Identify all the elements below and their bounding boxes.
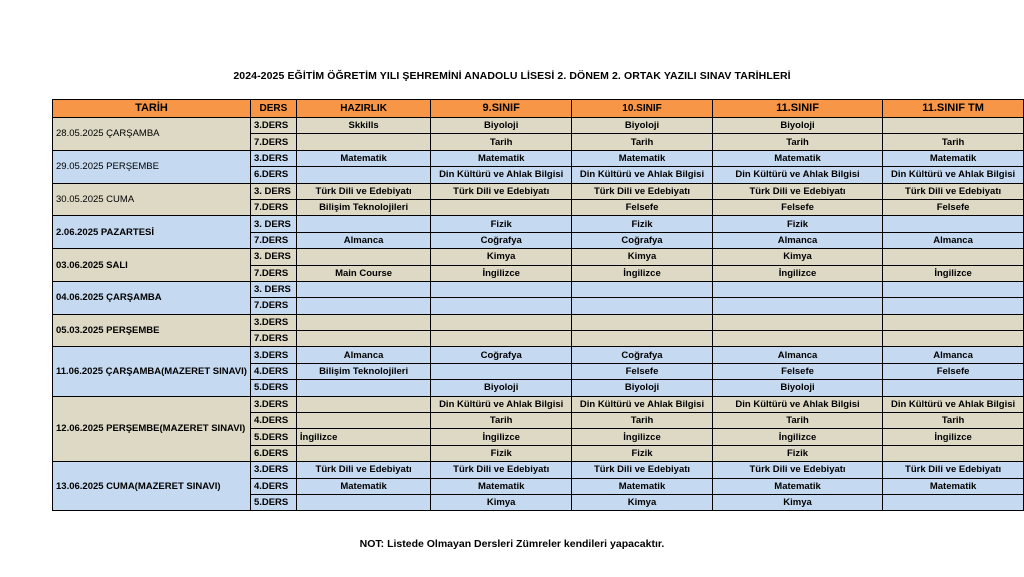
subject-cell [883, 298, 1024, 314]
subject-cell: İngilizce [572, 429, 713, 445]
lesson-period-cell: 3. DERS [250, 281, 296, 297]
subject-cell [296, 281, 430, 297]
subject-cell [883, 281, 1024, 297]
date-cell: 04.06.2025 ÇARŞAMBA [53, 281, 251, 314]
subject-cell [296, 494, 430, 510]
subject-cell: Matematik [296, 150, 430, 166]
lesson-period-cell: 3.DERS [250, 347, 296, 363]
subject-cell: İngilizce [883, 265, 1024, 281]
date-cell: 29.05.2025 PERŞEMBE [53, 150, 251, 183]
subject-cell [883, 331, 1024, 347]
subject-cell: Bilişim Teknolojileri [296, 363, 430, 379]
date-cell: 13.06.2025 CUMA(MAZERET SINAVI) [53, 462, 251, 511]
subject-cell: Kimya [572, 249, 713, 265]
subject-cell [572, 314, 713, 330]
lesson-period-cell: 7.DERS [250, 134, 296, 150]
subject-cell: Tarih [431, 134, 572, 150]
subject-cell: Türk Dili ve Edebiyatı [572, 183, 713, 199]
subject-cell [712, 298, 882, 314]
lesson-period-cell: 7.DERS [250, 331, 296, 347]
subject-cell: Matematik [712, 478, 882, 494]
subject-cell [296, 134, 430, 150]
subject-cell: Din Kültürü ve Ahlak Bilgisi [572, 167, 713, 183]
lesson-period-cell: 7.DERS [250, 265, 296, 281]
table-row [53, 216, 1024, 232]
subject-cell [572, 331, 713, 347]
subject-cell: İngilizce [572, 265, 713, 281]
header-10-sinif: 10.SINIF [572, 100, 713, 118]
table-row [53, 150, 1024, 166]
subject-cell: Türk Dili ve Edebiyatı [883, 462, 1024, 478]
header-9-sinif: 9.SINIF [431, 100, 572, 118]
subject-cell: Matematik [883, 478, 1024, 494]
subject-cell: Felsefe [572, 363, 713, 379]
subject-cell: Fizik [431, 216, 572, 232]
date-cell: 11.06.2025 ÇARŞAMBA(MAZERET SINAVI) [53, 347, 251, 396]
date-cell: 28.05.2025 ÇARŞAMBA [53, 118, 251, 151]
table-row [53, 462, 1024, 478]
subject-cell: Almanca [883, 347, 1024, 363]
subject-cell: Coğrafya [431, 232, 572, 248]
subject-cell [883, 118, 1024, 134]
table-row [53, 118, 1024, 134]
subject-cell: İngilizce [712, 265, 882, 281]
subject-cell: Biyoloji [431, 118, 572, 134]
subject-cell: Biyoloji [431, 380, 572, 396]
subject-cell: Main Course [296, 265, 430, 281]
lesson-period-cell: 6.DERS [250, 167, 296, 183]
subject-cell: Felsefe [572, 199, 713, 215]
subject-cell: Tarih [572, 134, 713, 150]
lesson-period-cell: 3.DERS [250, 118, 296, 134]
subject-cell: Coğrafya [431, 347, 572, 363]
subject-cell [431, 298, 572, 314]
subject-cell: Kimya [712, 249, 882, 265]
date-cell: 30.05.2025 CUMA [53, 183, 251, 216]
date-cell: 05.03.2025 PERŞEMBE [53, 314, 251, 347]
lesson-period-cell: 7.DERS [250, 232, 296, 248]
subject-cell: Tarih [883, 413, 1024, 429]
subject-cell: Coğrafya [572, 232, 713, 248]
date-cell: 2.06.2025 PAZARTESİ [53, 216, 251, 249]
subject-cell: Almanca [883, 232, 1024, 248]
subject-cell [572, 281, 713, 297]
lesson-period-cell: 3.DERS [250, 150, 296, 166]
subject-cell: Din Kültürü ve Ahlak Bilgisi [712, 396, 882, 412]
subject-cell: Din Kültürü ve Ahlak Bilgisi [431, 167, 572, 183]
lesson-period-cell: 4.DERS [250, 413, 296, 429]
lesson-period-cell: 3. DERS [250, 249, 296, 265]
subject-cell [712, 314, 882, 330]
subject-cell [883, 216, 1024, 232]
subject-cell: Türk Dili ve Edebiyatı [296, 462, 430, 478]
subject-cell: Tarih [431, 413, 572, 429]
subject-cell [296, 216, 430, 232]
subject-cell [572, 298, 713, 314]
lesson-period-cell: 4.DERS [250, 478, 296, 494]
subject-cell: Matematik [572, 150, 713, 166]
header-row [53, 100, 1024, 118]
subject-cell: Matematik [572, 478, 713, 494]
subject-cell: Kimya [431, 249, 572, 265]
header-ders: DERS [250, 100, 296, 118]
header-tarih: TARİH [53, 100, 251, 118]
subject-cell: Matematik [296, 478, 430, 494]
subject-cell [296, 167, 430, 183]
exam-schedule-table [52, 99, 1024, 511]
subject-cell: Matematik [431, 150, 572, 166]
header-11-sinif: 11.SINIF [712, 100, 882, 118]
subject-cell [883, 494, 1024, 510]
table-row [53, 347, 1024, 363]
table-row [53, 249, 1024, 265]
subject-cell: Fizik [712, 445, 882, 461]
lesson-period-cell: 6.DERS [250, 445, 296, 461]
subject-cell [296, 380, 430, 396]
subject-cell: Kimya [431, 494, 572, 510]
subject-cell: Matematik [883, 150, 1024, 166]
lesson-period-cell: 5.DERS [250, 380, 296, 396]
subject-cell: İngilizce [296, 429, 430, 445]
subject-cell: Coğrafya [572, 347, 713, 363]
subject-cell: Din Kültürü ve Ahlak Bilgisi [712, 167, 882, 183]
subject-cell: Almanca [296, 232, 430, 248]
subject-cell: Din Kültürü ve Ahlak Bilgisi [883, 167, 1024, 183]
subject-cell: Biyoloji [572, 118, 713, 134]
subject-cell: Türk Dili ve Edebiyatı [431, 183, 572, 199]
subject-cell [296, 396, 430, 412]
subject-cell: Biyoloji [712, 380, 882, 396]
header-11-sinif-tm: 11.SINIF TM [883, 100, 1024, 118]
subject-cell: Fizik [431, 445, 572, 461]
subject-cell [712, 331, 882, 347]
subject-cell: Türk Dili ve Edebiyatı [712, 183, 882, 199]
subject-cell: Türk Dili ve Edebiyatı [296, 183, 430, 199]
subject-cell: Fizik [572, 216, 713, 232]
footer-note: NOT: Listede Olmayan Dersleri Zümreler kendileri yapacaktır. [359, 538, 665, 550]
subject-cell: Türk Dili ve Edebiyatı [431, 462, 572, 478]
subject-cell [431, 199, 572, 215]
subject-cell [883, 445, 1024, 461]
subject-cell: İngilizce [883, 429, 1024, 445]
lesson-period-cell: 3. DERS [250, 216, 296, 232]
subject-cell [296, 249, 430, 265]
subject-cell [883, 380, 1024, 396]
subject-cell: Felsefe [712, 199, 882, 215]
subject-cell [431, 314, 572, 330]
subject-cell: Kimya [572, 494, 713, 510]
table-row [53, 281, 1024, 297]
lesson-period-cell: 7.DERS [250, 199, 296, 215]
lesson-period-cell: 5.DERS [250, 494, 296, 510]
lesson-period-cell: 4.DERS [250, 363, 296, 379]
date-cell: 12.06.2025 PERŞEMBE(MAZERET SINAVI) [53, 396, 251, 462]
subject-cell: Türk Dili ve Edebiyatı [883, 183, 1024, 199]
subject-cell: Matematik [712, 150, 882, 166]
subject-cell: Tarih [572, 413, 713, 429]
subject-cell [296, 298, 430, 314]
subject-cell [431, 363, 572, 379]
subject-cell: Almanca [296, 347, 430, 363]
lesson-period-cell: 5.DERS [250, 429, 296, 445]
subject-cell: Din Kültürü ve Ahlak Bilgisi [883, 396, 1024, 412]
subject-cell: Türk Dili ve Edebiyatı [572, 462, 713, 478]
subject-cell: Almanca [712, 347, 882, 363]
subject-cell: Fizik [572, 445, 713, 461]
subject-cell [296, 413, 430, 429]
subject-cell [296, 331, 430, 347]
subject-cell: Matematik [431, 478, 572, 494]
table-row [53, 183, 1024, 199]
lesson-period-cell: 3.DERS [250, 462, 296, 478]
document-title: 2024-2025 EĞİTİM ÖĞRETİM YILI ŞEHREMİNİ ANADOLU LİSESİ 2. DÖNEM 2. ORTAK YAZILI SINAV TARİHLERİ [233, 70, 791, 82]
subject-cell: Almanca [712, 232, 882, 248]
subject-cell: Tarih [712, 134, 882, 150]
subject-cell: Biyoloji [572, 380, 713, 396]
table-row [53, 314, 1024, 330]
subject-cell [883, 249, 1024, 265]
subject-cell: Din Kültürü ve Ahlak Bilgisi [572, 396, 713, 412]
subject-cell: Türk Dili ve Edebiyatı [712, 462, 882, 478]
subject-cell: İngilizce [431, 429, 572, 445]
lesson-period-cell: 7.DERS [250, 298, 296, 314]
date-cell: 03.06.2025 SALI [53, 249, 251, 282]
subject-cell: Kimya [712, 494, 882, 510]
subject-cell [712, 281, 882, 297]
subject-cell [296, 445, 430, 461]
lesson-period-cell: 3.DERS [250, 396, 296, 412]
subject-cell [296, 314, 430, 330]
subject-cell [431, 331, 572, 347]
subject-cell: Din Kültürü ve Ahlak Bilgisi [431, 396, 572, 412]
subject-cell: İngilizce [431, 265, 572, 281]
subject-cell: Felsefe [883, 363, 1024, 379]
subject-cell: Bilişim Teknolojileri [296, 199, 430, 215]
subject-cell: Felsefe [712, 363, 882, 379]
lesson-period-cell: 3.DERS [250, 314, 296, 330]
subject-cell: Skkills [296, 118, 430, 134]
subject-cell [883, 314, 1024, 330]
lesson-period-cell: 3. DERS [250, 183, 296, 199]
subject-cell: Felsefe [883, 199, 1024, 215]
subject-cell: Biyoloji [712, 118, 882, 134]
table-row [53, 396, 1024, 412]
subject-cell: Tarih [883, 134, 1024, 150]
subject-cell: Fizik [712, 216, 882, 232]
subject-cell: Tarih [712, 413, 882, 429]
header-hazirlik: HAZIRLIK [296, 100, 430, 118]
subject-cell: İngilizce [712, 429, 882, 445]
subject-cell [431, 281, 572, 297]
